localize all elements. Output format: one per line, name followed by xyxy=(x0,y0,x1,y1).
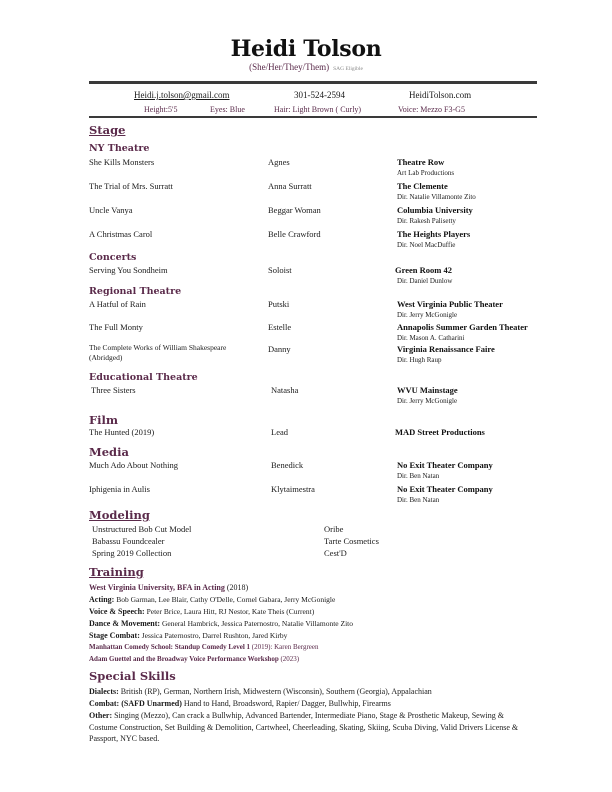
website-link[interactable]: HeidiTolson.com xyxy=(409,90,472,100)
pronouns: (She/Her/They/Them) xyxy=(249,62,330,72)
phone-number: 301-524-2594 xyxy=(294,90,345,100)
credit-role: Natasha xyxy=(271,385,299,395)
credit-venue: WVU Mainstage xyxy=(397,385,458,395)
credit-role: Benedick xyxy=(271,460,304,470)
credit-show: Much Ado About Nothing xyxy=(89,460,179,470)
credit-show: Three Sisters xyxy=(91,385,136,395)
acting-label: Acting: xyxy=(89,595,115,604)
section-title-training: Training xyxy=(89,565,144,579)
credit-show: Serving You Sondheim xyxy=(89,265,168,275)
credit-director: Dir. Mason A. Catharini xyxy=(397,334,465,342)
credit-show: A Christmas Carol xyxy=(89,229,153,239)
dialects-label: Dialects: xyxy=(89,687,119,696)
section-title-stage: Stage xyxy=(89,123,126,137)
guettel-year: (2023) xyxy=(280,655,300,663)
credit-venue: The Clemente xyxy=(397,181,448,191)
modeling-job: Babassu Foundcealer xyxy=(92,536,165,546)
credit-show: The Hunted (2019) xyxy=(89,427,155,437)
credit-venue: MAD Street Productions xyxy=(395,427,485,437)
credit-venue: Virginia Renaissance Faire xyxy=(397,344,495,354)
credit-role: Soloist xyxy=(268,265,292,275)
credit-role: Agnes xyxy=(268,157,290,167)
credit-role: Beggar Woman xyxy=(268,205,321,215)
dialects-list: British (RP), German, Northern Irish, Midwestern (Wisconsin), Southern (Georgia), Appalachian xyxy=(120,687,432,696)
subsection-regional-theatre: Regional Theatre xyxy=(89,286,182,297)
pronouns-line xyxy=(0,62,612,72)
subsection-ny-theatre: NY Theatre xyxy=(89,143,150,154)
credit-venue: Annapolis Summer Garden Theater xyxy=(397,322,528,332)
section-title-media: Media xyxy=(89,445,129,459)
credit-director: Dir. Hugh Raup xyxy=(397,356,442,364)
union-status: SAG Eligible xyxy=(333,66,363,72)
header-rule-bottom xyxy=(89,116,537,118)
training-school xyxy=(89,583,248,592)
training-guettel xyxy=(89,655,299,663)
training-combat xyxy=(89,631,287,640)
actor-name: Heidi Tolson xyxy=(230,36,382,62)
credit-director: Dir. Jerry McGonigle xyxy=(397,397,458,405)
credit-show: A Hatful of Rain xyxy=(89,299,146,309)
skills-other xyxy=(89,710,529,745)
credit-director: Dir. Jerry McGonigle xyxy=(397,311,458,319)
credit-role: Belle Crawford xyxy=(268,229,321,239)
combat-skill-label: Combat: (SAFD Unarmed) xyxy=(89,699,182,708)
subsection-concerts: Concerts xyxy=(89,252,137,263)
training-voice xyxy=(89,607,314,616)
dance-label: Dance & Movement: xyxy=(89,619,161,628)
credit-venue: No Exit Theater Company xyxy=(397,460,493,470)
header-rule-top xyxy=(89,81,537,84)
credit-venue: Columbia University xyxy=(397,205,473,215)
credit-venue: Theatre Row xyxy=(397,157,445,167)
other-skills-label: Other: xyxy=(89,711,113,720)
skills-dialects xyxy=(89,686,529,698)
guettel-workshop: Adam Guettel and the Broadway Voice Performance Workshop xyxy=(89,655,279,663)
training-acting xyxy=(89,595,335,604)
credit-role: Putski xyxy=(268,299,290,309)
credit-venue: Green Room 42 xyxy=(395,265,452,275)
section-title-film: Film xyxy=(89,413,119,427)
credit-role: Estelle xyxy=(268,322,292,332)
combat-skill-list: Hand to Hand, Broadsword, Rapier/ Dagger, Bullwhip, Firearms xyxy=(183,699,391,708)
comedy-school: Manhattan Comedy School: Standup Comedy Level 1 xyxy=(89,643,251,651)
credit-show: Uncle Vanya xyxy=(89,205,133,215)
credit-role: Klytaimestra xyxy=(271,484,315,494)
credit-director: Dir. Natalie Villamonte Zito xyxy=(397,193,476,201)
voice-teachers: Peter Brice, Laura Hitt, RJ Nestor, Kate Theis (Current) xyxy=(146,607,315,616)
hair-stat: Hair: Light Brown ( Curly) xyxy=(274,105,362,114)
credit-show: The Complete Works of William Shakespeare (Abridged) xyxy=(89,343,227,362)
training-comedy xyxy=(89,643,319,651)
eyes-stat: Eyes: Blue xyxy=(210,105,245,114)
combat-teachers: Jessica Paternostro, Darrel Rushton, Jared Kirby xyxy=(141,631,288,640)
acting-teachers: Bob Garman, Lee Blair, Cathy O'Delle, Cornel Gabara, Jerry McGonigle xyxy=(116,595,336,604)
modeling-job: Unstructured Bob Cut Model xyxy=(92,524,192,534)
training-dance xyxy=(89,619,353,628)
credit-director: Dir. Daniel Dunlow xyxy=(397,277,453,285)
modeling-job: Spring 2019 Collection xyxy=(92,548,172,558)
credit-role: Lead xyxy=(271,427,288,437)
credit-director: Dir. Ben Natan xyxy=(397,496,440,504)
credit-show: The Full Monty xyxy=(89,322,143,332)
subsection-educational-theatre: Educational Theatre xyxy=(89,372,198,383)
combat-label: Stage Combat: xyxy=(89,631,140,640)
credit-director: Dir. Rakesh Palisetty xyxy=(397,217,456,225)
email-link[interactable]: Heidi.j.tolson@gmail.com xyxy=(134,90,230,100)
skills-combat xyxy=(89,698,529,710)
other-skills-list: Singing (Mezzo), Can crack a Bullwhip, Advanced Bartender, Intermediate Piano, Stage & Prosthetic Makeup, Sewing & Costume Construction, Set Building & Demolition, Cartwheel, Cheerleading, Skating, Skiing, Scuba Diving, Valid Drivers License & Passport, NYC based. xyxy=(89,711,519,743)
voice-stat: Voice: Mezzo F3-G5 xyxy=(398,105,465,114)
credit-venue: The Heights Players xyxy=(397,229,471,239)
credit-director: Dir. Noel MacDuffie xyxy=(397,241,456,249)
credit-director: Art Lab Productions xyxy=(397,169,455,177)
credit-venue: West Virginia Public Theater xyxy=(397,299,503,309)
voice-label: Voice & Speech: xyxy=(89,607,145,616)
credit-show: She Kills Monsters xyxy=(89,157,155,167)
credit-director: Dir. Ben Natan xyxy=(397,472,440,480)
dance-teachers: General Hambrick, Jessica Paternostro, Natalie Villamonte Zito xyxy=(161,619,353,628)
modeling-client: Tarte Cosmetics xyxy=(324,536,379,546)
modeling-client: Cest'D xyxy=(324,548,347,558)
credit-show: Iphigenia in Aulis xyxy=(89,484,150,494)
school-year: (2018) xyxy=(226,583,249,592)
credit-venue: No Exit Theater Company xyxy=(397,484,493,494)
section-title-modeling: Modeling xyxy=(89,508,150,522)
credit-role: Anna Surratt xyxy=(268,181,312,191)
school-name: West Virginia University, BFA in Acting xyxy=(89,583,225,592)
section-title-special-skills: Special Skills xyxy=(89,669,176,683)
credit-role: Danny xyxy=(268,344,291,354)
height-stat: Height:5'5 xyxy=(144,105,178,114)
comedy-teacher: (2019): Karen Bergreen xyxy=(251,643,319,651)
credit-show: The Trial of Mrs. Surratt xyxy=(89,181,173,191)
modeling-client: Oribe xyxy=(324,524,344,534)
